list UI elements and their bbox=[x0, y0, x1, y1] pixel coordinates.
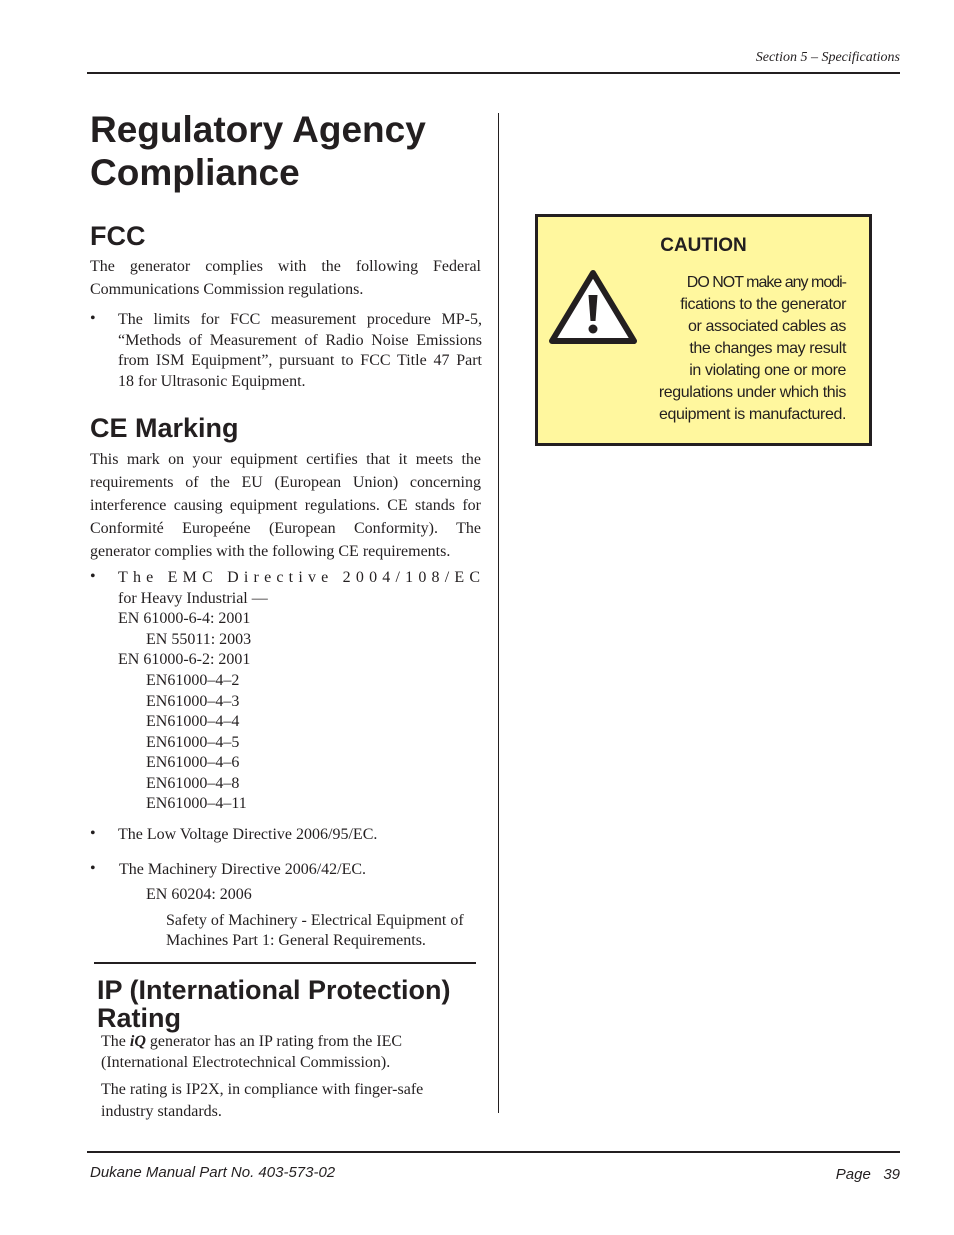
ce-intro: This mark on your equipment certifies that it meets the requirements of the EU (European Union) concerning interference causing equipment regulations. CE stands for Conformité Europeéne (European Conformity). The generator complies with the following CE requirements. bbox=[90, 451, 481, 560]
ip-paragraph-2-line2: industry standards. bbox=[101, 1103, 222, 1120]
standard-line: EN 61000-6-2: 2001 bbox=[118, 651, 251, 668]
ip-text: generator has an IP rating from the IEC bbox=[149, 1033, 403, 1050]
column-divider bbox=[498, 113, 499, 1113]
ip-paragraph-1-line2: (International Electrotechnical Commission). bbox=[101, 1054, 391, 1071]
emc-class: for Heavy Industrial — bbox=[118, 590, 268, 607]
bullet-icon: • bbox=[90, 310, 96, 327]
low-voltage-directive: The Low Voltage Directive 2006/95/EC. bbox=[118, 826, 378, 843]
caution-box bbox=[535, 214, 872, 446]
ip-paragraph-1 bbox=[101, 1032, 402, 1053]
caution-title: CAUTION bbox=[660, 235, 747, 256]
header-rule bbox=[87, 72, 900, 74]
ip-heading bbox=[97, 976, 451, 1032]
caution-line: or associated cables as bbox=[687, 318, 846, 335]
caution-line: the changes may result bbox=[689, 340, 846, 357]
page-number-value: 39 bbox=[883, 1166, 900, 1183]
footer-rule bbox=[87, 1151, 900, 1153]
ip-section-rule bbox=[94, 962, 476, 964]
standard-line: EN61000–4–5 bbox=[146, 733, 240, 751]
fcc-bullet-line: 18 for Ultrasonic Equipment. bbox=[118, 372, 306, 390]
fcc-bullet-line: The limits for FCC measurement procedure MP-5, bbox=[118, 311, 482, 328]
caution-line: fications to the generator bbox=[680, 296, 846, 313]
fcc-bullet-line: from ISM Equipment”, pursuant to FCC Title 47 Part bbox=[118, 352, 482, 369]
standard-line: EN 55011: 2003 bbox=[146, 631, 252, 648]
machinery-description: Safety of Machinery - Electrical Equipment of bbox=[166, 912, 464, 929]
page-title: Regulatory Agency Compliance bbox=[90, 109, 426, 193]
machinery-description: Machines Part 1: General Requirements. bbox=[166, 932, 426, 949]
fcc-bullet-text bbox=[118, 310, 482, 392]
standard-line: EN61000–4–3 bbox=[146, 692, 240, 710]
machinery-directive: The Machinery Directive 2006/42/EC. bbox=[119, 861, 367, 878]
caution-line: in violating one or more bbox=[689, 362, 846, 379]
ce-heading: CE Marking bbox=[90, 413, 239, 443]
bullet-icon: • bbox=[90, 860, 96, 877]
standard-line: EN 60204: 2006 bbox=[146, 886, 252, 903]
caution-message bbox=[659, 272, 846, 426]
standard-line: EN 61000-6-4: 2001 bbox=[118, 610, 251, 627]
emc-directive: The EMC Directive 2004/108/EC bbox=[118, 569, 486, 586]
page-label: Page bbox=[835, 1166, 871, 1183]
ip-heading-line: IP (International Protection) bbox=[97, 975, 451, 1005]
bullet-icon: • bbox=[90, 825, 96, 842]
bullet-icon: • bbox=[90, 568, 96, 585]
caution-line: equipment is manufactured. bbox=[658, 406, 846, 423]
standard-line: EN61000–4–11 bbox=[146, 795, 247, 812]
warning-triangle-icon bbox=[548, 269, 638, 345]
standard-line: EN61000–4–2 bbox=[146, 672, 240, 689]
ip-paragraph-2: The rating is IP2X, in compliance with finger-safe bbox=[101, 1081, 424, 1098]
section-label: Section 5 – Specifications bbox=[755, 50, 900, 65]
standard-line: EN61000–4–4 bbox=[146, 713, 240, 730]
standard-line: EN61000–4–8 bbox=[146, 774, 240, 792]
fcc-intro: The generator complies with the following Federal Communications Commission regulations. bbox=[90, 258, 481, 298]
ip-heading-line: Rating bbox=[97, 1003, 181, 1033]
fcc-bullet-line: “Methods of Measurement of Radio Noise Emissions bbox=[118, 331, 482, 349]
manual-part-number: Dukane Manual Part No. 403-573-02 bbox=[90, 1164, 336, 1181]
standard-line: EN61000–4–6 bbox=[146, 754, 240, 771]
emc-substandard-list bbox=[146, 671, 247, 815]
page-number bbox=[836, 1166, 900, 1183]
product-name: iQ bbox=[129, 1033, 146, 1050]
fcc-heading: FCC bbox=[90, 221, 146, 251]
ip-text: The bbox=[101, 1033, 126, 1050]
caution-line: DO NOT make any modi- bbox=[686, 274, 846, 291]
caution-line: regulations under which this bbox=[658, 384, 846, 401]
